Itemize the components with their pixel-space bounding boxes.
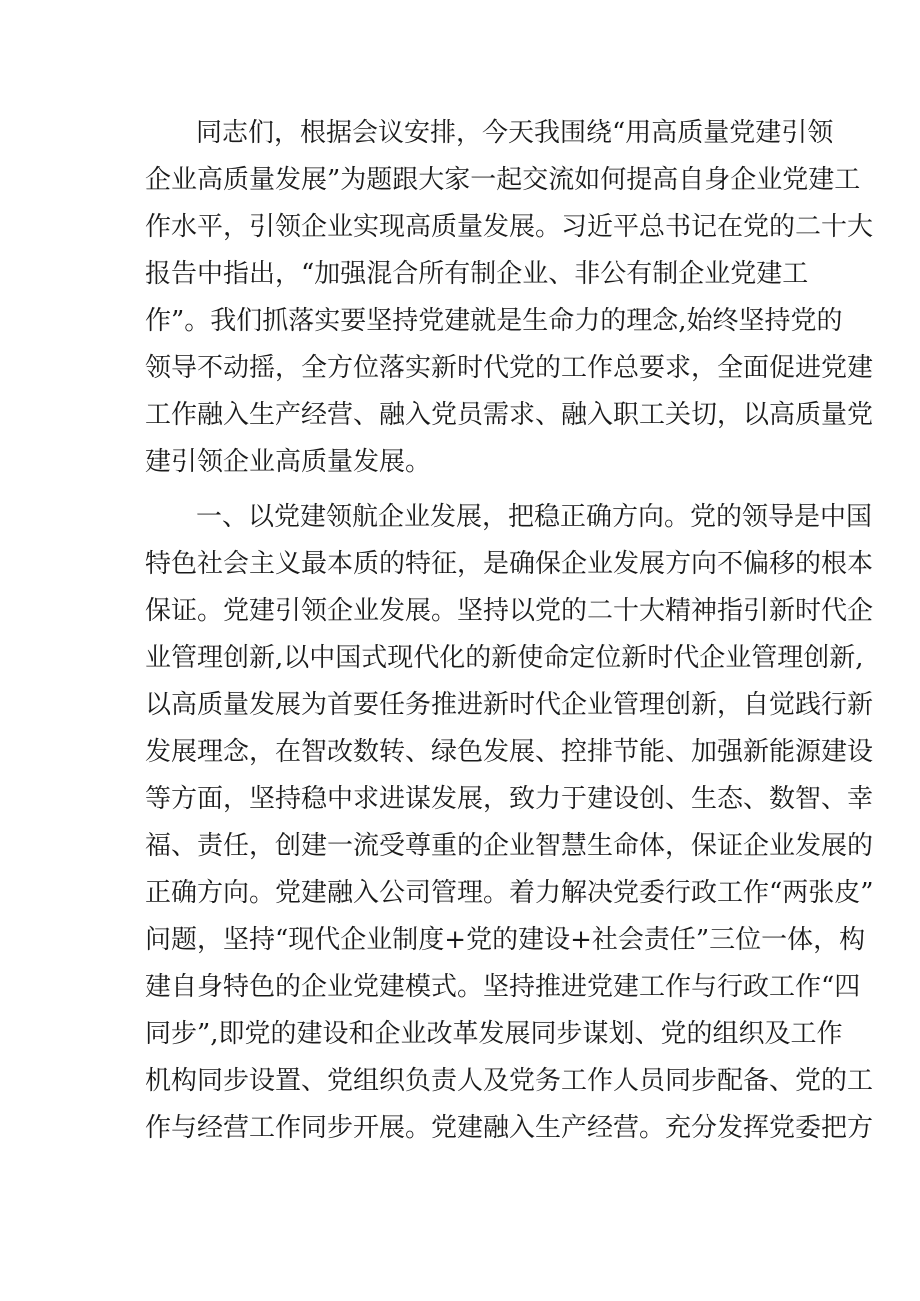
text-line: 作与经营工作同步开展。党建融入生产经营。充分发挥党委把方 [145,1113,874,1143]
text-line: 机构同步设置、党组织负责人及党务工作人员同步配备、党的工 [145,1066,874,1096]
text-line: 同志们，根据会议安排，今天我围绕“用高质量党建引领 [196,118,834,148]
text-line: 发展理念，在智改数转、绿色发展、控排节能、加强新能源建设 [145,737,874,767]
text-line: 报告中指出，“加强混合所有制企业、非公有制企业党建工 [145,259,809,289]
text-line: 保证。党建引领企业发展。坚持以党的二十大精神指引新时代企 [145,596,874,626]
text-line: 领导不动摇，全方位落实新时代党的工作总要求，全面促进党建 [145,353,874,383]
text-line: 业管理创新,以中国式现代化的新使命定位新时代企业管理创新, [145,643,864,673]
text-line: 一、以党建领航企业发展，把稳正确方向。党的领导是中国 [196,502,873,532]
text-line: 特色社会主义最本质的特征，是确保企业发展方向不偏移的根本 [145,549,874,579]
text-line: 建自身特色的企业党建模式。坚持推进党建工作与行政工作“四 [145,972,861,1002]
text-line: 等方面，坚持稳中求进谋发展，致力于建设创、生态、数智、幸 [145,784,874,814]
text-line: 建引领企业高质量发展。 [145,447,432,477]
text-line: 以高质量发展为首要任务推进新时代企业管理创新，自觉践行新 [145,690,874,720]
text-line: 作”。我们抓落实要坚持党建就是生命力的理念,始终坚持党的 [145,306,843,336]
text-line: 同步”,即党的建设和企业改革发展同步谋划、党的组织及工作 [145,1019,843,1049]
text-line: 工作融入生产经营、融入党员需求、融入职工关切，以高质量党 [145,400,874,430]
text-line: 作水平，引领企业实现高质量发展。习近平总书记在党的二十大 [145,212,874,242]
text-line: 问题，坚持“现代企业制度+党的建设+社会责任”三位一体，构 [145,925,866,955]
text-line: 企业高质量发展”为题跟大家一起交流如何提高自身企业党建工 [145,165,861,195]
text-line: 正确方向。党建融入公司管理。着力解决党委行政工作“两张皮” [145,878,874,908]
text-line: 福、责任，创建一流受尊重的企业智慧生命体，保证企业发展的 [145,831,874,861]
